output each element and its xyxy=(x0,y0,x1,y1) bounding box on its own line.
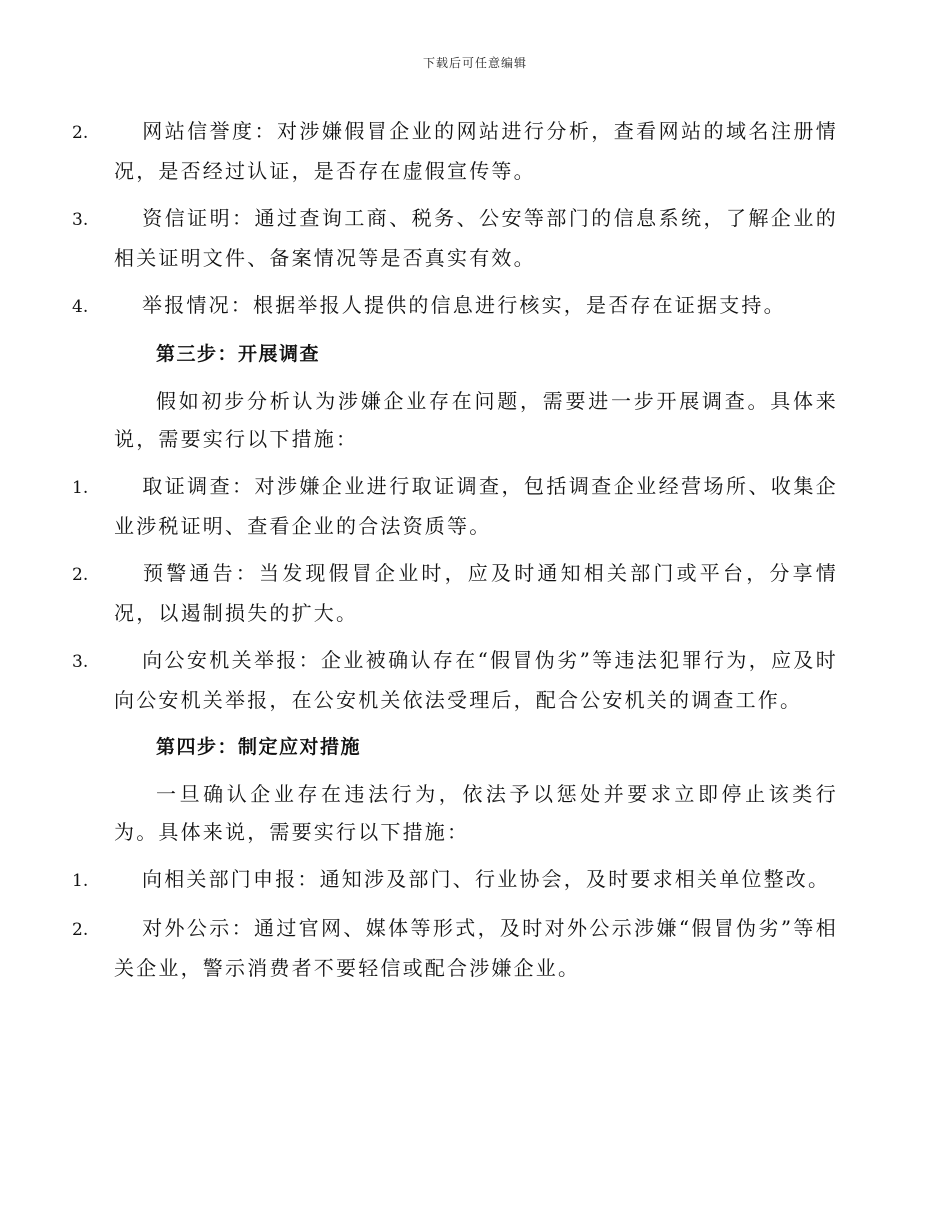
list-item xyxy=(72,554,838,632)
document-body xyxy=(72,112,838,996)
list-item-text: 举报情况：根据举报人提供的信息进行核实，是否存在证据支持。 xyxy=(142,293,786,317)
list-item-number: 4. xyxy=(72,297,89,317)
list-item-number: 3. xyxy=(72,652,89,672)
list-item xyxy=(72,909,838,987)
list-item xyxy=(72,199,838,277)
list-item-text: 对外公示：通过官网、媒体等形式，及时对外公示涉嫌“假冒伪劣”等相关企业，警示消费者不要轻信或配合涉嫌企业。 xyxy=(114,916,838,980)
list-item-number: 1. xyxy=(72,478,89,498)
list-item xyxy=(72,467,838,545)
list-item-number: 2. xyxy=(72,565,89,585)
section-heading: 第三步：开展调查 xyxy=(156,343,321,365)
list-item xyxy=(72,286,838,326)
paragraph: 假如初步分析认为涉嫌企业存在问题，需要进一步开展调查。具体来说，需要实行以下措施： xyxy=(114,389,838,451)
section-heading: 第四步：制定应对措施 xyxy=(156,736,362,758)
list-item-text: 预警通告：当发现假冒企业时，应及时通知相关部门或平台，分享情况，以遏制损失的扩大。 xyxy=(114,561,838,625)
list-item-text: 取证调查：对涉嫌企业进行取证调查，包括调查企业经营场所、收集企业涉税证明、查看企业的合法资质等。 xyxy=(114,474,838,538)
list-item-number: 3. xyxy=(72,210,89,230)
paragraph: 一旦确认企业存在违法行为，依法予以惩处并要求立即停止该类行为。具体来说，需要实行以下措施： xyxy=(114,782,838,844)
list-item-number: 2. xyxy=(72,920,89,940)
list-item xyxy=(72,641,838,719)
list-item-number: 1. xyxy=(72,871,89,891)
page-header: 下载后可任意编辑 xyxy=(422,56,527,70)
list-item xyxy=(72,860,838,900)
list-item-text: 网站信誉度：对涉嫌假冒企业的网站进行分析，查看网站的域名注册情况，是否经过认证，是否存在虚假宣传等。 xyxy=(114,119,838,183)
list-item-text: 向相关部门申报：通知涉及部门、行业协会，及时要求相关单位整改。 xyxy=(142,867,831,891)
list-item-number: 2. xyxy=(72,123,89,143)
list-item-text: 资信证明：通过查询工商、税务、公安等部门的信息系统，了解企业的相关证明文件、备案情况等是否真实有效。 xyxy=(114,206,838,270)
list-item-text: 向公安机关举报：企业被确认存在“假冒伪劣”等违法犯罪行为，应及时向公安机关举报，在公安机关依法受理后，配合公安机关的调查工作。 xyxy=(114,648,838,712)
list-item xyxy=(72,112,838,190)
